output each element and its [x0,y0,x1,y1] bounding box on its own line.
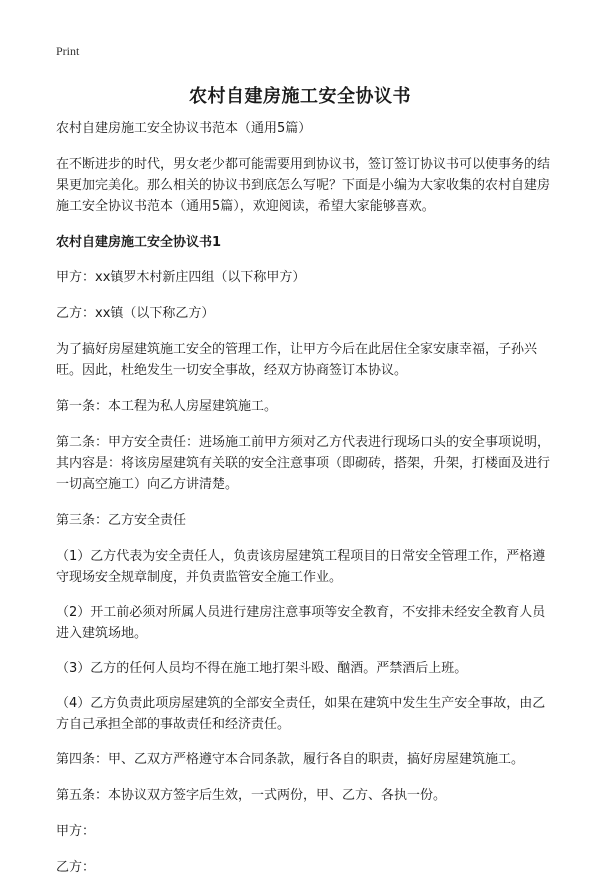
article-3-item-3: （3）乙方的任何人员均不得在施工地打架斗殴、酗酒。严禁酒后上班。 [56,661,468,676]
section-title: 农村自建房施工安全协议书1 [56,235,222,250]
document-title: 农村自建房施工安全协议书 [189,86,411,107]
document-subtitle: 农村自建房施工安全协议书范本（通用5篇） [56,121,312,136]
article-4: 第四条：甲、乙双方严格遵守本合同条款，履行各自的职责，搞好房屋建筑施工。 [56,752,525,767]
article-1: 第一条：本工程为私人房屋建筑施工。 [56,399,278,414]
signature-party-a: 甲方： [56,824,96,839]
party-a-line: 甲方：xx镇罗木村新庄四组（以下称甲方） [56,270,306,285]
article-3-item-4: （4）乙方负责此项房屋建筑的全部安全责任，如果在建筑中发生生产安全事故，由乙方自己承担全部的事故责任和经济责任。 [56,696,546,732]
intro-paragraph: 在不断进步的时代，男女老少都可能需要用到协议书，签订签订协议书可以使事务的结果更加完美化。那么相关的协议书到底怎么写呢？下面是小编为大家收集的农村自建房施工安全协议书范本（通用5篇），欢迎阅读，希望大家能够喜欢。 [56,157,551,214]
article-2: 第二条：甲方安全责任：进场施工前甲方须对乙方代表进行现场口头的安全事项说明，其内容是：将该房屋建筑有关联的安全注意事项（即砌砖，搭架，升架，打楼面及进行一切高空施工）向乙方讲清楚。 [56,435,551,492]
party-b-line: 乙方：xx镇（以下称乙方） [56,306,215,321]
print-link[interactable]: Print [56,44,80,58]
article-3-item-2: （2）开工前必须对所属人员进行建房注意事项等安全教育，不安排未经安全教育人员进入建筑场地。 [56,605,546,641]
purpose-paragraph: 为了搞好房屋建筑施工安全的管理工作，让甲方今后在此居住全家安康幸福，子孙兴旺。因此，杜绝发生一切安全事故，经双方协商签订本协议。 [56,342,538,378]
article-3-heading: 第三条：乙方安全责任 [56,513,187,528]
document-body [56,118,556,893]
article-5: 第五条：本协议双方签字后生效，一式两份，甲、乙方、各执一份。 [56,788,447,803]
signature-party-b: 乙方： [56,860,96,875]
article-3-item-1: （1）乙方代表为安全责任人，负责该房屋建筑工程项目的日常安全管理工作，严格遵守现场安全规章制度，并负责监管安全施工作业。 [56,549,546,585]
